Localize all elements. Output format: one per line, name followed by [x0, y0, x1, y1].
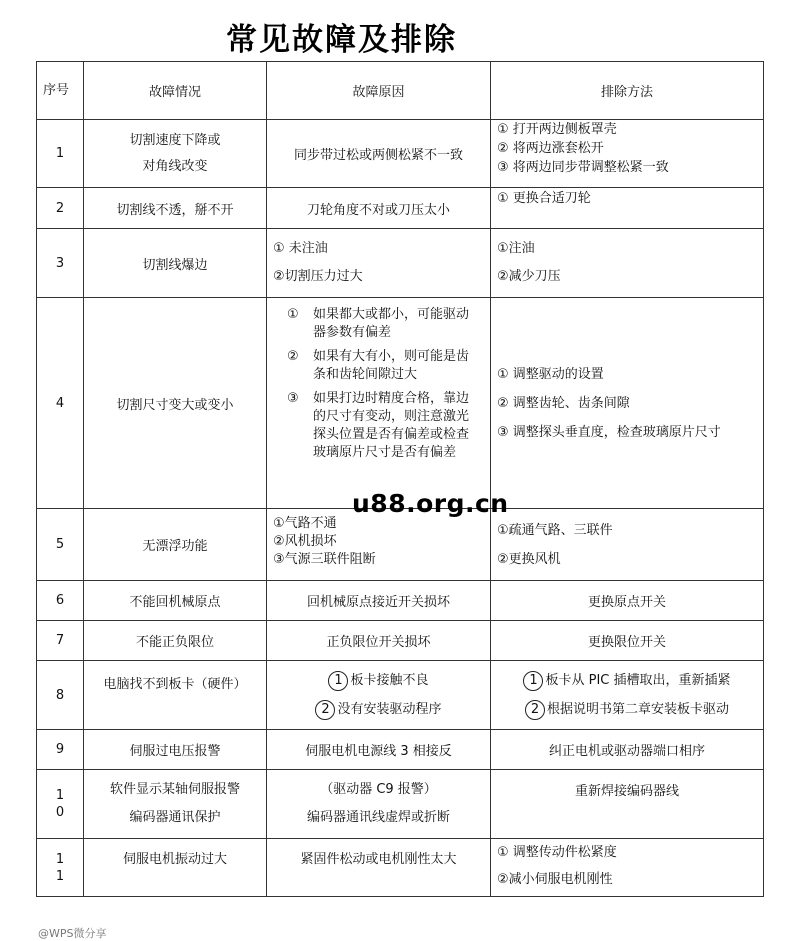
- row-symptom: 无漂浮功能: [84, 509, 267, 581]
- table-row: [37, 730, 764, 770]
- row-symptom: 不能正负限位: [84, 621, 267, 661]
- fault-table: [36, 61, 764, 897]
- row-no: 1 1: [37, 839, 84, 897]
- footer-brand: @WPS微分享: [38, 927, 107, 940]
- row-no: 4: [37, 298, 84, 509]
- table-row: [37, 581, 764, 621]
- row-cause: 刀轮角度不对或刀压太小: [267, 188, 491, 229]
- header-fix: 排除方法: [491, 62, 764, 120]
- row-fix: 1 板卡从 PIC 插槽取出，重新插紧 2 根据说明书第二章安装板卡驱动: [491, 661, 764, 730]
- row-cause: ① 未注油 ②切割压力过大: [267, 229, 491, 298]
- row-fix: ① 调整驱动的设置 ② 调整齿轮、齿条间隙 ③ 调整探头垂直度，检查玻璃原片尺寸: [491, 298, 764, 509]
- row-symptom: 不能回机械原点: [84, 581, 267, 621]
- row-fix: ① 更换合适刀轮: [491, 188, 764, 229]
- table-row: [37, 839, 764, 897]
- table-row: [37, 509, 764, 581]
- row-fix: 更换原点开关: [491, 581, 764, 621]
- row-cause: 正负限位开关损坏: [267, 621, 491, 661]
- row-symptom: 伺服电机振动过大: [84, 839, 267, 897]
- table-header-row: [37, 62, 764, 120]
- row-no: 7: [37, 621, 84, 661]
- row-no: 8: [37, 661, 84, 730]
- circled-number: 1: [523, 671, 543, 691]
- row-fix: ① 调整传动件松紧度 ②减小伺服电机刚性: [491, 839, 764, 897]
- circled-number: 2: [525, 700, 545, 720]
- row-no: 3: [37, 229, 84, 298]
- table-row: [37, 661, 764, 730]
- list-item: ① 如果都大或都小，可能驱动器参数有偏差: [287, 307, 470, 340]
- row-cause: ①气路不通 ②风机损坏 ③气源三联件阻断: [267, 509, 491, 581]
- row-symptom: 切割尺寸变大或变小: [84, 298, 267, 509]
- row-fix: 重新焊接编码器线: [491, 770, 764, 839]
- row-cause: 伺服电机电源线 3 相接反: [267, 730, 491, 770]
- row-no: 1 0: [37, 770, 84, 839]
- row-cause: [267, 298, 491, 509]
- table-row: [37, 120, 764, 188]
- row-cause: 1 板卡接触不良 2 没有安装驱动程序: [267, 661, 491, 730]
- row-cause: （驱动器 C9 报警） 编码器通讯线虚焊或折断: [267, 770, 491, 839]
- page-title: 常见故障及排除: [226, 22, 457, 58]
- header-no: 序号: [37, 62, 84, 120]
- header-cause: 故障原因: [267, 62, 491, 120]
- circled-number: 1: [328, 671, 348, 691]
- list-item: ② 如果有大有小，则可能是齿条和齿轮间隙过大: [287, 349, 470, 382]
- header-symptom: 故障情况: [84, 62, 267, 120]
- row-fix: ① 打开两边侧板罩壳 ② 将两边涨套松开 ③ 将两边同步带调整松紧一致: [491, 120, 764, 188]
- row-symptom: 切割线不透，掰不开: [84, 188, 267, 229]
- table-row: [37, 770, 764, 839]
- table-row: [37, 298, 764, 509]
- row-fix: ①注油 ②减少刀压: [491, 229, 764, 298]
- row-symptom: 切割速度下降或 对角线改变: [84, 120, 267, 188]
- watermark-text: u88.org.cn: [352, 489, 509, 518]
- row-fix: 纠正电机或驱动器端口相序: [491, 730, 764, 770]
- circled-number: 2: [315, 700, 335, 720]
- row-symptom: 伺服过电压报警: [84, 730, 267, 770]
- table-row: [37, 188, 764, 229]
- row-cause: 回机械原点接近开关损坏: [267, 581, 491, 621]
- row-no: 5: [37, 509, 84, 581]
- row-cause: 同步带过松或两侧松紧不一致: [267, 120, 491, 188]
- row-symptom: 软件显示某轴伺服报警 编码器通讯保护: [84, 770, 267, 839]
- row-no: 6: [37, 581, 84, 621]
- row-no: 2: [37, 188, 84, 229]
- list-item: ③ 如果打边时精度合格，靠边的尺寸有变动，则注意激光探头位置是否有偏差或检查玻璃原片尺寸是否有偏差: [287, 391, 470, 460]
- row-symptom: 电脑找不到板卡（硬件）: [84, 661, 267, 730]
- row-no: 1: [37, 120, 84, 188]
- row-cause: 紧固件松动或电机刚性太大: [267, 839, 491, 897]
- row-no: 9: [37, 730, 84, 770]
- row-fix: 更换限位开关: [491, 621, 764, 661]
- row-fix: ①疏通气路、三联件 ②更换风机: [491, 509, 764, 581]
- table-row: [37, 621, 764, 661]
- row-symptom: 切割线爆边: [84, 229, 267, 298]
- table-row: [37, 229, 764, 298]
